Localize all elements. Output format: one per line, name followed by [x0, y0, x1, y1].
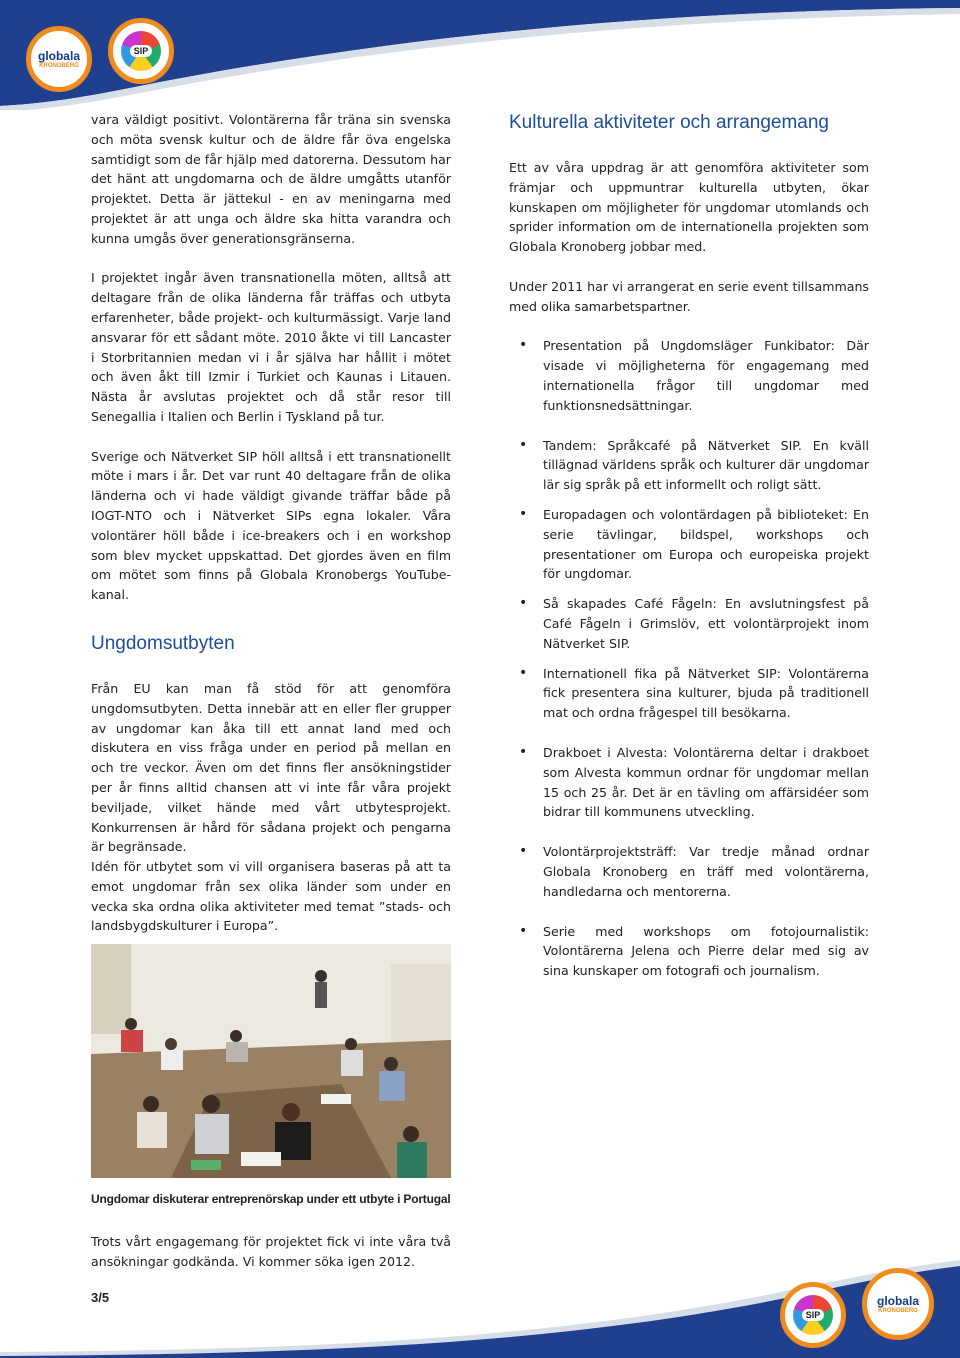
globala-logo-footer-text: globala: [876, 1293, 919, 1308]
globala-logo-footer-subtext: KRONOBERG: [878, 1307, 918, 1314]
sip-logo: [108, 18, 174, 84]
right-paragraph-2: Under 2011 har vi arrangerat en serie event tillsammans med olika samarbetspartner.: [509, 278, 869, 314]
list-item: • Tandem: Språkcafé på Nätverket SIP. En kväll tillägnad världens språk och kulturer där ungdomar lär sig språk på ett informellt och roligt sätt.: [509, 436, 869, 495]
list-item: • Så skapades Café Fågeln: En avslutningsfest på Café Fågeln i Grimslöv, ett volontärprojekt inom Nätverket SIP.: [509, 594, 869, 653]
left-paragraph-2: I projektet ingår även transnationella möten, alltså att deltagare från de olika länderna får träffas och utbyta erfarenheter, både projekt- och kulturmässigt. Varje land ansvarar för ett sådant möte. 2010 åkte vi till Lancaster i Storbritannien medan vi i år själva har hållit i mötet och även åkt till Izmir i Turkiet och Kaunas i Litauen. Nästa år avslutas projektet och då står resor till Senegallia i Italien och Berlin i Tyskland på tur.: [91, 270, 451, 424]
event-list: [509, 336, 869, 981]
left-paragraph-1: vara väldigt positivt. Volontärerna får träna sin svenska och möta svensk kultur och de äldre får öva engelska samtidigt som de får hjälp med datorerna. Dessutom har det hänt att ungdomarna och de äldre umgåtts utanför projektet. Detta är jättekul - en av meningarna med projektet är att unga och äldre ska hitta varandra och kunna umgås över generationsgränserna.: [91, 112, 451, 246]
sip-logo-footer-text: SIP: [802, 1309, 825, 1321]
sip-logo-footer: [780, 1282, 846, 1348]
left-column: [91, 110, 451, 1291]
globala-kronoberg-logo: [26, 26, 92, 92]
right-column: [509, 110, 869, 991]
globala-logo-text: globala: [37, 48, 80, 63]
left-paragraph-3: Sverige och Nätverket SIP höll alltså i ett transnationellt möte i mars i år. Det var runt 40 deltagare från de olika länderna och vi hade väldigt givande träffar både på IOGT-NTO och i Nätverket SIPs egna lokaler. Våra volontärer höll både i ice-breakers och i en workshop som blev mycket uppskattad. Det gjordes även en film om mötet som finns på Globala Kronobergs YouTube-kanal.: [91, 448, 451, 603]
section-heading-kulturella: Kulturella aktiviteter och arrangemang: [509, 112, 830, 133]
list-item: • Drakboet i Alvesta: Volontärerna deltar i drakboet som Alvesta kommun ordnar för ungdomar mellan 15 och 25 år. Det är en tävling om affärsidéer som bidrar till kommunens utveckling.: [509, 743, 869, 822]
list-item: • Europadagen och volontärdagen på biblioteket: En serie tävlingar, bildspel, workshops och presentationer om Europa och europeiska projekt för ungdomar.: [509, 505, 869, 584]
photo-illustration: [91, 944, 451, 1178]
list-item: • Serie med workshops om fotojournalistik: Volontärerna Jelena och Pierre delar med sig av sina kunskaper om fotografi och journalism.: [509, 922, 869, 981]
left-paragraph-5: Trots vårt engagemang för projektet fick vi inte våra två ansökningar godkända. Vi kommer söka igen 2012.: [91, 1234, 451, 1269]
globala-kronoberg-logo-footer: [862, 1268, 934, 1340]
list-item: • Volontärprojektsträff: Var tredje månad ordnar Globala Kronoberg en träff med volontärerna, handledarna och mentorerna.: [509, 842, 869, 901]
section-heading-ungdomsutbyten: Ungdomsutbyten: [91, 632, 235, 654]
page-number: 3/5: [91, 1290, 110, 1305]
right-paragraph-1: Ett av våra uppdrag är att genomföra aktiviteter som främjar och uppmuntrar kulturella utbyten, ökar kunskapen om möjligheter för ungdomar utomlands och sprider information om de internationella projekten som Globala Kronoberg jobbar med.: [509, 160, 869, 255]
left-paragraph-4a: Från EU kan man få stöd för att genomföra ungdomsutbyten. Detta innebär att en eller fler grupper av ungdomar kan åka till ett annat land med och diskutera en viss fråga under en period på mellan en och tre veckor. Även om det finns fler ansökningstider per år finns alltid chansen att vi inte får våra projekt beviljade, vilket hände med vårt utbytesprojekt. Konkurrensen är hård för sådana projekt och pengarna är begränsade.: [91, 680, 451, 855]
globala-logo-subtext: KRONOBERG: [39, 62, 79, 69]
list-item: • Internationell fika på Nätverket SIP: Volontärerna fick presentera sina kulturer, bjuda på traditionell mat och ordna frågespel till besökarna.: [509, 664, 869, 723]
list-item: • Presentation på Ungdomsläger Funkibator: Där visade vi möjligheterna för engagemang med internationella frågor till ungdomar med funktionsnedsättningar.: [509, 336, 869, 415]
youth-exchange-photo: [91, 944, 451, 1178]
sip-logo-text: SIP: [130, 45, 153, 57]
photo-caption: Ungdomar diskuterar entreprenörskap under ett utbyte i Portugal: [91, 1192, 451, 1207]
left-paragraph-4b: Idén för utbytet som vi vill organisera baseras på att ta emot ungdomar från sex olika länder som under en vecka ska ordna olika aktiviteter med temat ”stads- och landsbygdskulturer i Europa”.: [91, 859, 451, 934]
